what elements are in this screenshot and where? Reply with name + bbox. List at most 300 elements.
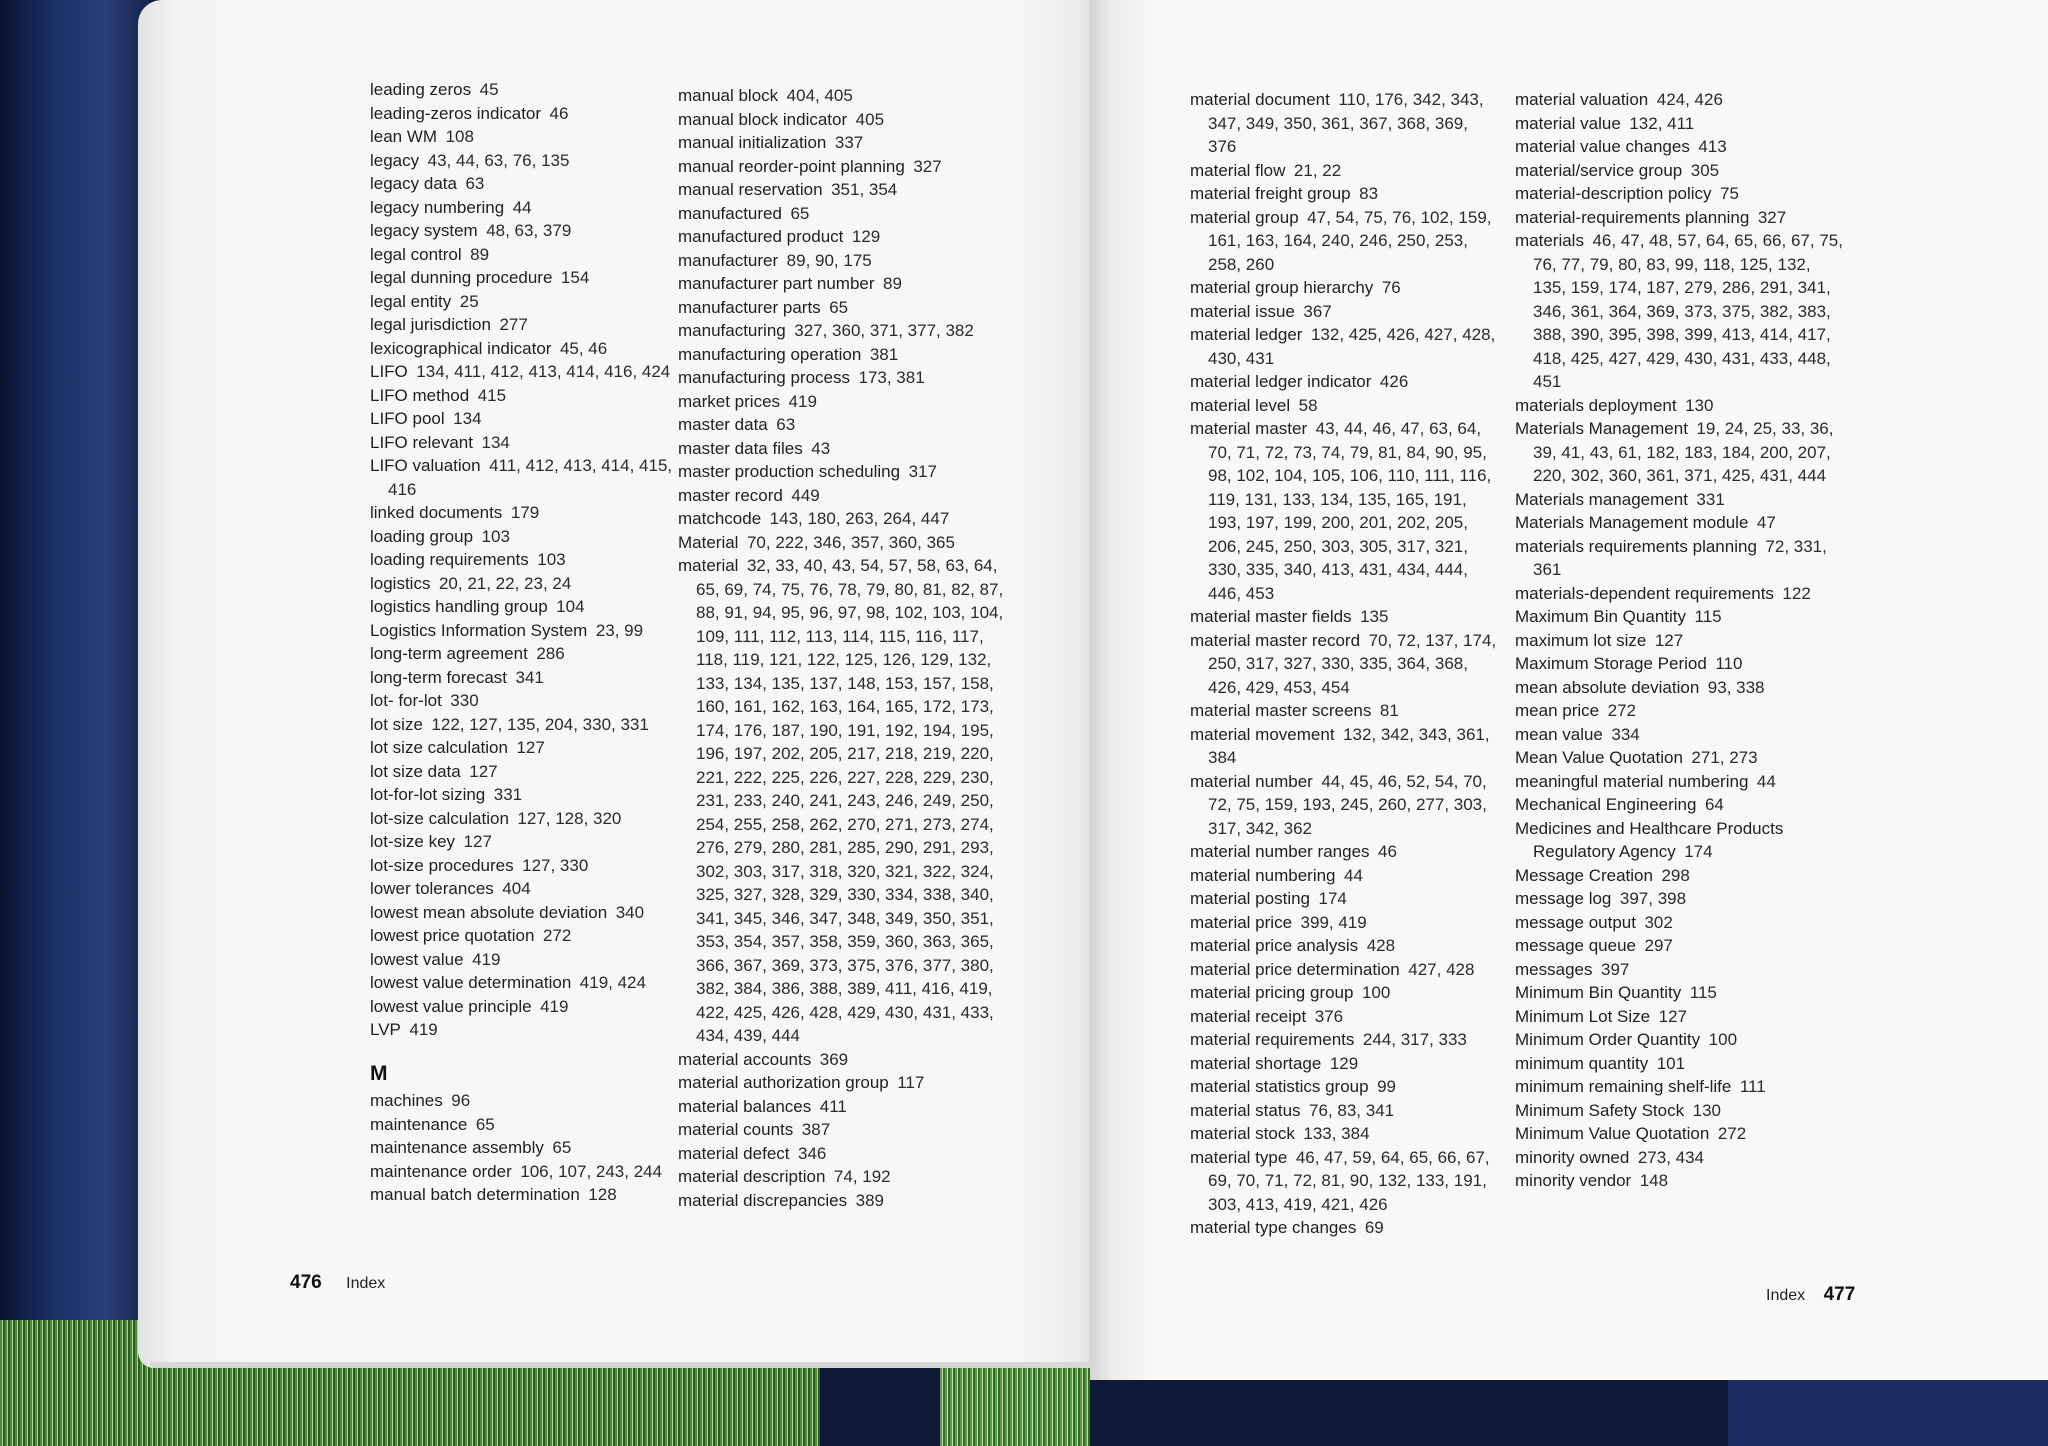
index-entry — [1190, 417, 1500, 605]
index-entry — [1190, 911, 1500, 935]
index-pages: 381 — [869, 344, 899, 364]
index-entry — [1515, 746, 1845, 770]
index-pages: 93, 338 — [1707, 677, 1765, 697]
index-term: meaningful material numbering — [1515, 771, 1749, 791]
index-entry — [1515, 511, 1845, 535]
index-entry — [370, 172, 690, 196]
index-term: message output — [1515, 912, 1636, 932]
index-term: loading group — [370, 526, 474, 546]
index-term: legacy numbering — [370, 197, 505, 217]
section-heading: M — [370, 1061, 388, 1085]
index-pages: 419 — [788, 391, 817, 411]
index-entry — [370, 642, 690, 666]
index-entry — [1190, 958, 1500, 982]
index-pages: 76 — [1381, 278, 1401, 297]
index-entry — [1190, 159, 1500, 183]
index-term: market prices — [678, 391, 781, 411]
index-pages: 127, 330 — [522, 855, 589, 875]
index-pages: 47 — [1756, 513, 1776, 532]
index-term: material master screens — [1190, 701, 1372, 720]
index-term: material movement — [1190, 724, 1335, 744]
index-pages: 99 — [1377, 1077, 1396, 1096]
background-right — [1728, 1380, 2048, 1446]
index-term: master production scheduling — [678, 462, 901, 481]
index-entry — [370, 266, 690, 290]
index-pages: 127, 128, 320 — [517, 808, 622, 828]
index-entry — [1190, 699, 1500, 723]
index-pages: 44 — [1756, 771, 1776, 791]
index-term: logistics handling group — [370, 597, 548, 616]
index-pages: 397 — [1600, 959, 1630, 979]
index-term: manufactured product — [678, 227, 844, 246]
index-pages: 404 — [502, 879, 531, 898]
index-term: manufactured — [678, 203, 782, 223]
index-entry — [1190, 88, 1500, 159]
index-term: manufacturing operation — [678, 344, 862, 364]
index-entry — [1515, 488, 1845, 512]
index-term: LIFO pool — [370, 409, 445, 428]
background-stripes-center — [940, 1360, 1090, 1446]
index-entry — [1515, 1099, 1845, 1123]
index-entry — [1190, 1005, 1500, 1029]
index-entry — [1515, 206, 1845, 230]
index-entry — [1515, 1169, 1845, 1193]
index-term: loading requirements — [370, 550, 529, 569]
index-term: material receipt — [1190, 1006, 1307, 1026]
index-term: Materials Management — [1515, 419, 1688, 438]
index-term: manufacturer — [678, 250, 779, 270]
index-term: material master record — [1190, 630, 1361, 650]
index-pages: 331 — [1696, 489, 1725, 509]
index-entry — [678, 1095, 1008, 1119]
index-entry — [370, 948, 690, 972]
index-term: legal control — [370, 244, 462, 264]
index-pages: 327 — [1757, 207, 1787, 227]
index-pages: 132, 425, 426, 427, 428, 430, 431 — [1208, 325, 1496, 368]
index-entry — [1515, 417, 1845, 488]
background-left — [0, 0, 150, 1446]
index-pages: 404, 405 — [786, 86, 853, 105]
index-pages: 65 — [475, 1114, 495, 1134]
index-entry — [370, 713, 690, 737]
index-pages: 70, 222, 346, 357, 360, 365 — [746, 532, 955, 552]
index-entry — [370, 783, 690, 807]
index-pages: 376 — [1314, 1006, 1344, 1026]
index-pages: 103 — [481, 526, 510, 546]
index-pages: 297 — [1644, 936, 1673, 955]
index-term: material ledger indicator — [1190, 372, 1372, 391]
index-pages: 100 — [1708, 1030, 1738, 1049]
index-pages: 334 — [1611, 724, 1640, 744]
index-pages: 424, 426 — [1656, 90, 1723, 109]
index-pages: 46 — [1378, 842, 1397, 861]
index-entry — [370, 760, 690, 784]
index-entry — [678, 178, 1008, 202]
index-entry — [370, 313, 690, 337]
index-entry — [1190, 276, 1500, 300]
index-entry — [1190, 1075, 1500, 1099]
index-term: material numbering — [1190, 865, 1336, 885]
index-entry — [678, 460, 1008, 484]
index-term: Minimum Lot Size — [1515, 1006, 1651, 1026]
index-term: minority owned — [1515, 1147, 1630, 1167]
index-term: legacy data — [370, 174, 457, 193]
index-pages: 272 — [1717, 1124, 1747, 1143]
index-term: manual batch determination — [370, 1185, 580, 1204]
index-pages: 132, 411 — [1629, 113, 1695, 133]
index-term: LIFO relevant — [370, 432, 473, 452]
index-term: Materials Management module — [1515, 513, 1749, 532]
index-entry — [370, 736, 690, 760]
index-entry — [1515, 817, 1845, 864]
index-entry — [370, 501, 690, 525]
index-pages: 134 — [481, 432, 510, 452]
index-pages: 64 — [1704, 795, 1724, 814]
index-entry — [370, 337, 690, 361]
index-entry — [370, 619, 690, 643]
index-entry — [370, 666, 690, 690]
index-pages: 132, 342, 343, 361, 384 — [1208, 724, 1490, 767]
index-pages: 135 — [1360, 607, 1389, 626]
index-term: leading-zeros indicator — [370, 103, 542, 123]
index-pages: 76, 83, 341 — [1309, 1100, 1395, 1120]
index-term: material accounts — [678, 1049, 812, 1069]
index-entry — [678, 343, 1008, 367]
index-term: material master — [1190, 419, 1308, 438]
index-entry — [1190, 1052, 1500, 1076]
index-pages: 174 — [1684, 842, 1713, 861]
index-pages: 244, 317, 333 — [1362, 1030, 1467, 1049]
index-pages: 419 — [472, 949, 501, 969]
index-pages: 302 — [1644, 912, 1673, 932]
index-entry — [1190, 1028, 1500, 1052]
left-page — [138, 0, 1098, 1368]
index-term: material-requirements planning — [1515, 207, 1750, 227]
index-entry — [1515, 135, 1845, 159]
index-term: Mechanical Engineering — [1515, 795, 1697, 814]
index-term: matchcode — [678, 509, 762, 528]
index-term: material group — [1190, 207, 1299, 227]
index-entry — [370, 924, 690, 948]
index-entry — [370, 1183, 690, 1207]
index-term: leading zeros — [370, 80, 472, 99]
index-term: manual reorder-point planning — [678, 156, 905, 176]
index-term: Mean Value Quotation — [1515, 748, 1683, 767]
index-pages: 44 — [1344, 865, 1363, 885]
index-term: mean absolute deviation — [1515, 677, 1700, 697]
index-pages: 134 — [453, 409, 482, 428]
index-pages: 47, 54, 75, 76, 102, 159, 161, 163, 164, 240, 246, 250, 253, 258, 260 — [1208, 207, 1492, 274]
index-term: mean value — [1515, 724, 1603, 744]
index-pages: 46, 47, 59, 64, 65, 66, 67, 69, 70, 71, 72, 81, 90, 132, 133, 191, 303, 413, 419, 421, 426 — [1208, 1147, 1490, 1214]
index-pages: 327 — [913, 156, 942, 176]
index-entry — [370, 360, 690, 384]
index-entry — [370, 125, 690, 149]
index-term: Message Creation — [1515, 865, 1653, 885]
index-entry — [370, 971, 690, 995]
index-term: maximum lot size — [1515, 630, 1647, 650]
index-pages: 419 — [540, 996, 569, 1016]
index-term: material counts — [678, 1120, 794, 1139]
index-term: material price analysis — [1190, 936, 1359, 955]
index-pages: 143, 180, 263, 264, 447 — [769, 509, 950, 528]
index-entry — [678, 131, 1008, 155]
index-pages: 449 — [791, 485, 820, 505]
index-pages: 413 — [1698, 137, 1727, 156]
index-pages: 127 — [469, 761, 498, 781]
index-term: material description — [678, 1167, 826, 1186]
index-pages: 341 — [515, 667, 544, 687]
index-term: material shortage — [1190, 1053, 1322, 1073]
page-footer-right — [1766, 1284, 1855, 1306]
index-entry — [678, 1189, 1008, 1213]
index-entry — [370, 1018, 690, 1042]
index-term: material discrepancies — [678, 1190, 848, 1210]
index-pages: 122 — [1782, 583, 1811, 603]
index-entry — [678, 413, 1008, 437]
index-pages: 127 — [516, 738, 545, 757]
index-term: Maximum Storage Period — [1515, 654, 1707, 673]
index-pages: 426 — [1379, 372, 1409, 391]
index-term: material issue — [1190, 301, 1295, 321]
index-entry — [370, 595, 690, 619]
index-term: Minimum Order Quantity — [1515, 1030, 1701, 1049]
index-term: lower tolerances — [370, 879, 494, 898]
index-term: manual block — [678, 86, 779, 105]
index-entry — [370, 149, 690, 173]
index-term: material price — [1190, 912, 1293, 932]
index-entry — [1515, 934, 1845, 958]
index-term: lot- for-lot — [370, 691, 442, 710]
index-term: material master fields — [1190, 607, 1352, 626]
index-pages: 337 — [834, 133, 864, 152]
index-pages: 127 — [1658, 1006, 1687, 1026]
index-term: lean WM — [370, 127, 438, 146]
index-pages: 330 — [450, 691, 479, 710]
page-number: 477 — [1823, 1284, 1856, 1305]
index-pages: 43, 44, 63, 76, 135 — [427, 150, 570, 170]
index-pages: 277 — [499, 315, 528, 334]
index-term: Medicines and Healthcare Products Regulatory Agency — [1515, 818, 1784, 861]
index-entry — [678, 437, 1008, 461]
index-entry — [370, 1089, 690, 1113]
index-pages: 397, 398 — [1619, 889, 1687, 908]
index-pages: 45, 46 — [559, 338, 608, 358]
index-pages: 110 — [1715, 654, 1743, 673]
index-entry — [1515, 159, 1845, 183]
index-entry — [370, 830, 690, 854]
index-term: materials deployment — [1515, 395, 1677, 415]
page-number: 476 — [290, 1272, 322, 1293]
index-term: material type changes — [1190, 1218, 1357, 1237]
index-entry — [370, 807, 690, 831]
index-pages: 117 — [897, 1073, 925, 1092]
index-entry — [678, 249, 1008, 273]
index-entry — [370, 290, 690, 314]
index-pages: 331 — [493, 785, 523, 804]
index-term: Minimum Value Quotation — [1515, 1124, 1710, 1143]
index-term: logistics — [370, 573, 431, 593]
index-term: master record — [678, 485, 783, 505]
index-pages: 69 — [1364, 1218, 1384, 1237]
index-entry — [1515, 182, 1845, 206]
index-term: linked documents — [370, 503, 503, 522]
index-pages: 122, 127, 135, 204, 330, 331 — [431, 714, 649, 734]
index-entry — [1515, 676, 1845, 700]
index-pages: 110, 176, 342, 343, 347, 349, 350, 361, 367, 368, 369, 376 — [1208, 90, 1484, 156]
index-term: material price determination — [1190, 959, 1400, 979]
index-term: legacy system — [370, 221, 478, 240]
index-entry — [1515, 1052, 1845, 1076]
index-pages: 346 — [798, 1143, 827, 1163]
index-term: material posting — [1190, 889, 1311, 908]
index-entry — [1190, 840, 1500, 864]
index-pages: 43, 44, 46, 47, 63, 64, 70, 71, 72, 73, 74, 79, 81, 84, 90, 95, 98, 102, 104, 105, 106, 110, 111, 116, 119, 131, 133, 134, 135, 165, 191, 193, 197, 199, 200, 201, 202, 205, 206, 245, 250, 303, 305, 317, 321, 330, 335, 340, 413, 431, 434, 444, 446, 453 — [1208, 419, 1492, 603]
index-entry — [1515, 1028, 1845, 1052]
index-term: material stock — [1190, 1124, 1295, 1143]
index-pages: 63 — [465, 174, 485, 193]
index-entry — [678, 484, 1008, 508]
index-pages: 273, 434 — [1637, 1147, 1705, 1167]
index-entry — [1515, 864, 1845, 888]
index-pages: 65 — [829, 297, 849, 317]
index-entry — [370, 196, 690, 220]
index-pages: 23, 99 — [595, 620, 644, 640]
index-entry — [1515, 699, 1845, 723]
index-entry — [1515, 652, 1845, 676]
index-entry — [370, 454, 690, 501]
index-entry — [678, 554, 1008, 1048]
index-pages: 46, 47, 48, 57, 64, 65, 66, 67, 75, 76, 77, 79, 80, 83, 99, 118, 125, 132, 135, 159, 174, 187, 279, 286, 291, 341, 346, 361, 364, 369, 373, 375, 382, 383, 388, 390, 395, 398, 399, 413, 414, 417, 418, 425, 427, 429, 430, 431, 433, 448, 451 — [1533, 231, 1843, 391]
index-pages: 129 — [1329, 1053, 1359, 1073]
index-term: material type — [1190, 1147, 1288, 1167]
index-term: manual reservation — [678, 180, 823, 199]
index-entry — [370, 548, 690, 572]
index-pages: 74, 192 — [833, 1167, 891, 1186]
index-term: lowest price quotation — [370, 926, 535, 945]
index-entry — [1515, 911, 1845, 935]
index-entry — [1515, 1146, 1845, 1170]
index-pages: 75 — [1720, 184, 1739, 203]
index-entry — [1515, 1122, 1845, 1146]
index-pages: 45 — [479, 80, 499, 99]
index-entry — [678, 225, 1008, 249]
index-term: message queue — [1515, 936, 1636, 955]
index-entry — [1190, 770, 1500, 841]
index-pages: 389 — [855, 1190, 885, 1210]
index-column-4 — [1515, 88, 1845, 1193]
index-entry — [1190, 1216, 1500, 1240]
index-term: material — [678, 556, 739, 575]
index-entry — [1515, 981, 1845, 1005]
index-term: material valuation — [1515, 90, 1649, 109]
index-pages: 106, 107, 243, 244 — [520, 1161, 663, 1181]
index-pages: 63 — [776, 415, 796, 434]
index-pages: 129 — [851, 227, 881, 246]
index-entry — [370, 78, 690, 102]
index-pages: 101 — [1656, 1053, 1686, 1073]
page-label: Index — [1766, 1287, 1806, 1304]
index-pages: 115 — [1689, 983, 1717, 1002]
index-pages: 43 — [811, 438, 831, 458]
index-entry — [678, 108, 1008, 132]
index-pages: 127 — [1654, 630, 1684, 650]
index-term: machines — [370, 1091, 443, 1110]
index-term: material flow — [1190, 160, 1286, 180]
index-entry — [678, 1071, 1008, 1095]
index-term: materials — [1515, 231, 1584, 250]
index-pages: 46 — [549, 103, 569, 123]
index-term: message log — [1515, 889, 1612, 908]
index-pages: 399, 419 — [1300, 912, 1367, 932]
index-column-2 — [678, 84, 1008, 1212]
index-term: material-description policy — [1515, 184, 1712, 203]
index-entry — [1515, 1075, 1845, 1099]
index-entry — [678, 1165, 1008, 1189]
index-entry — [1515, 770, 1845, 794]
index-entry — [370, 219, 690, 243]
index-entry — [1515, 793, 1845, 817]
index-entry — [1515, 629, 1845, 653]
index-pages: 427, 428 — [1408, 959, 1475, 979]
page-edge — [150, 1362, 1090, 1368]
index-pages: 25 — [459, 291, 479, 311]
index-term: lowest mean absolute deviation — [370, 902, 608, 922]
index-term: manufacturing — [678, 321, 786, 340]
index-pages: 387 — [801, 1120, 831, 1139]
index-term: material number ranges — [1190, 842, 1370, 861]
index-term: material freight group — [1190, 184, 1351, 203]
index-entry — [678, 1048, 1008, 1072]
index-term: maintenance assembly — [370, 1138, 544, 1157]
index-term: material level — [1190, 395, 1291, 415]
index-entry — [1515, 394, 1845, 418]
index-entry — [1190, 934, 1500, 958]
index-entry — [1515, 958, 1845, 982]
index-entry — [370, 243, 690, 267]
index-entry — [678, 155, 1008, 179]
index-term: lot size — [370, 714, 423, 734]
index-term: manufacturer part number — [678, 274, 875, 293]
index-pages: 89 — [883, 274, 902, 293]
index-entry — [370, 102, 690, 126]
index-pages: 32, 33, 40, 43, 54, 57, 58, 63, 64, 65, 69, 74, 75, 76, 78, 79, 80, 81, 82, 87, 88, 91, 94, 95, 96, 97, 98, 102, 103, 104, 109, 111, 112, 113, 114, 115, 116, 117, 118, 119, 121, 122, 125, 126, 129, 132, 133, 134, 135, 137, 148, 153, 157, 158, 160, 161, 162, 163, 164, 165, 172, 173, 174, 176, 187, 190, 191, 192, 194, 195, 196, 197, 202, 205, 217, 218, 219, 220, 221, 222, 225, 226, 227, 228, 229, 230, 231, 233, 240, 241, 243, 246, 249, 250, 254, 255, 258, 262, 270, 271, 273, 274, 276, 279, 280, 281, 285, 290, 291, 293, 302, 303, 317, 318, 320, 321, 322, 324, 325, 327, 328, 329, 330, 334, 338, 340, 341, 345, 346, 347, 348, 349, 350, 351, 353, 354, 357, 358, 359, 360, 363, 365, 366, 367, 369, 373, 375, 376, 377, 380, 382, 384, 386, 388, 389, 411, 416, 419, 422, 425, 426, 428, 429, 430, 431, 433, 434, 439, 444 — [696, 556, 1004, 1045]
index-pages: 351, 354 — [831, 180, 898, 199]
index-pages: 96 — [451, 1091, 471, 1110]
index-entry — [370, 431, 690, 455]
index-term: maintenance order — [370, 1161, 512, 1181]
index-pages: 58 — [1298, 395, 1318, 415]
page-label: Index — [346, 1275, 386, 1292]
index-pages: 174 — [1318, 889, 1347, 908]
index-term: material authorization group — [678, 1073, 889, 1092]
index-pages: 134, 411, 412, 413, 414, 416, 424 — [416, 362, 671, 381]
index-entry — [1190, 370, 1500, 394]
index-entry — [1190, 300, 1500, 324]
index-entry — [370, 1136, 690, 1160]
index-entry — [678, 319, 1008, 343]
index-pages: 154 — [560, 268, 590, 287]
index-pages: 111 — [1739, 1077, 1766, 1096]
index-pages: 148 — [1639, 1171, 1669, 1190]
index-pages: 104 — [556, 597, 585, 616]
index-term: lot size data — [370, 761, 461, 781]
index-entry — [1190, 605, 1500, 629]
index-term: material number — [1190, 771, 1313, 791]
index-term: master data files — [678, 438, 803, 458]
index-entry — [1190, 1122, 1500, 1146]
index-pages: 369 — [819, 1049, 849, 1069]
